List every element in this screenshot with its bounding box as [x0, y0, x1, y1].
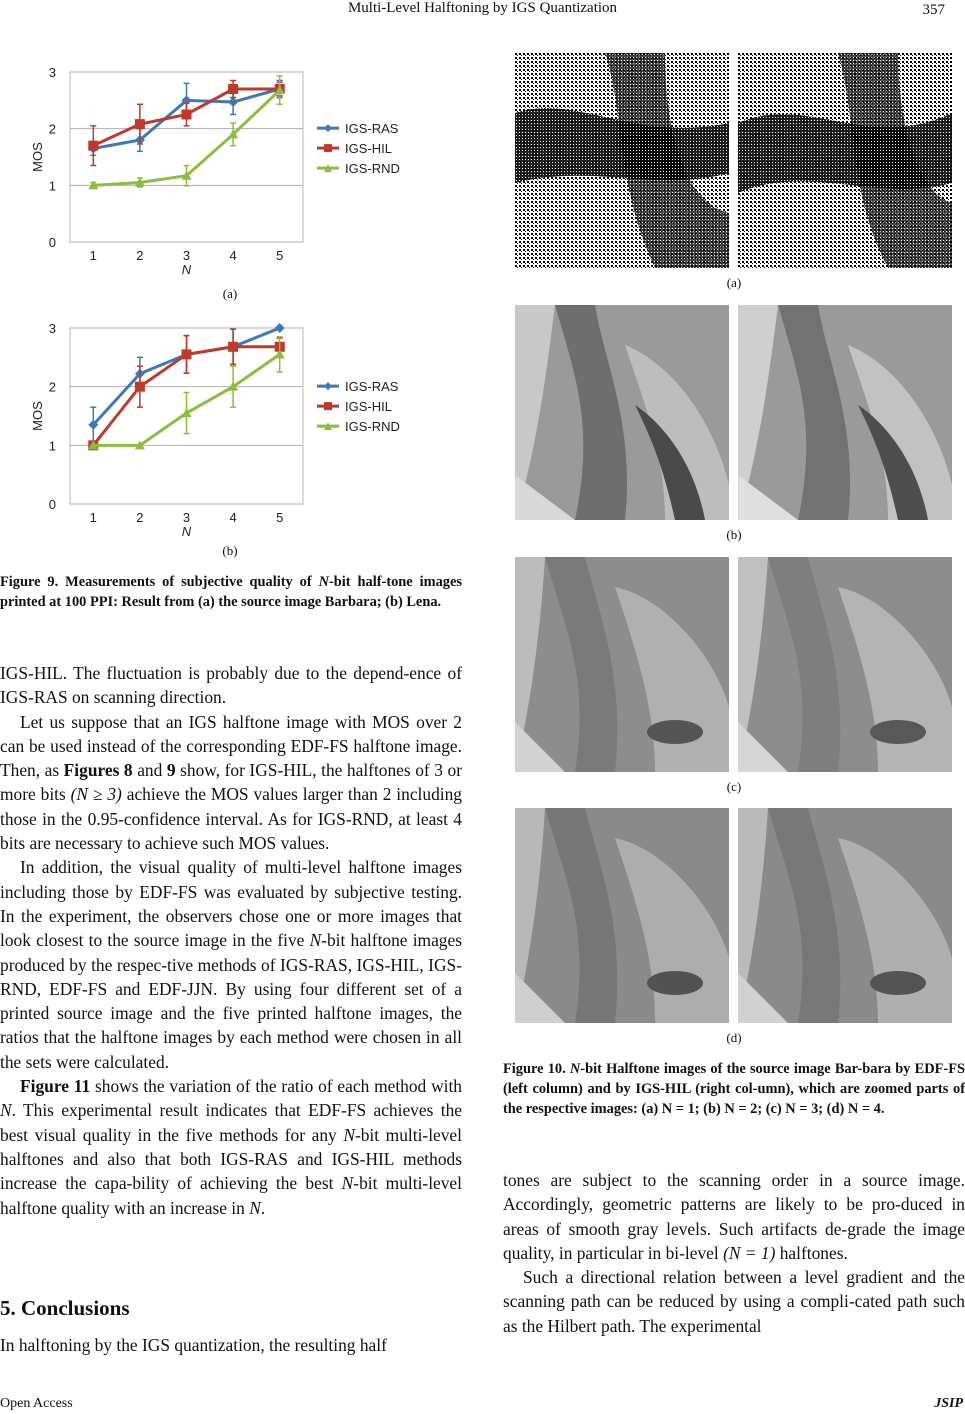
- section-title-conclusions: 5. Conclusions: [0, 1296, 130, 1320]
- fig10c-left-image: [515, 557, 729, 772]
- igs-hil-point: [135, 119, 145, 129]
- x-tick-label: 3: [182, 248, 191, 263]
- fig10a-right-halftone: [738, 53, 952, 268]
- igs-ras-legend-label: IGS-RAS: [345, 379, 399, 395]
- y-tick-label: 2: [48, 379, 56, 395]
- paragraph-2-text-a: Let us suppose that an IGS halftone image with MOS over 2 can be used instead of the corresponding EDF-FS halftone image. Then, as: [0, 711, 462, 781]
- y-axis-label: MOS: [30, 142, 45, 172]
- paragraph-5: In halftoning by the IGS quantization, the resulting half: [0, 1335, 387, 1355]
- x-tick-label: 4: [229, 510, 237, 525]
- figure9b-label: (b): [222, 543, 238, 558]
- paragraph-3-N: N: [309, 930, 322, 951]
- figure9a-svg: [28, 58, 433, 278]
- footer-open-access: Open Access: [0, 1396, 73, 1411]
- page-number: 357: [922, 2, 945, 18]
- figure9-caption: [0, 572, 462, 612]
- y-tick-label: 0: [48, 497, 56, 512]
- paragraph-1: IGS-HIL. The fluctuation is probably due to the depend-ence of IGS-RAS on scanning direction.: [0, 663, 462, 708]
- paragraph-3-text-b: -bit halftone images produced by the respec-tive methods of IGS-RAS, IGS-HIL, IGS-RND, EDF-FS and EDF-JJN. By using four different set of a printed source image and the five printed halftone images, the ratios that the halftone images by each method were chosen in all the sets were calculated.: [0, 930, 462, 1072]
- paragraph-4-text-e: .: [260, 1197, 266, 1218]
- right-paragraph-1: [503, 1168, 965, 1265]
- igs-hil-point: [88, 141, 98, 151]
- igs-hil-legend-marker: [324, 402, 332, 410]
- figure10a-label: (a): [726, 275, 742, 290]
- figure-9-ref: 9: [166, 760, 176, 781]
- igs-hil-legend-label: IGS-HIL: [345, 141, 392, 157]
- running-title: Multi-Level Halftoning by IGS Quantization: [347, 0, 618, 16]
- figures-8-ref: Figures 8: [63, 760, 133, 781]
- x-axis-label: N: [181, 524, 192, 539]
- figure9b-svg: [28, 314, 433, 540]
- x-tick-label: 1: [89, 248, 97, 263]
- left-column-body: [0, 661, 462, 1220]
- fig10d-left-image: [515, 808, 729, 1023]
- footer-journal: JSIP: [934, 1396, 963, 1411]
- fig10d-right-image: [738, 808, 952, 1023]
- figure10-caption-a: Figure 10.: [503, 1061, 570, 1077]
- x-tick-label: 4: [229, 248, 237, 263]
- math-n-eq-1: (N = 1): [723, 1242, 776, 1263]
- paragraph-4: [0, 1074, 462, 1220]
- fig10b-left-image: [515, 305, 729, 520]
- igs-hil-point: [228, 342, 238, 352]
- igs-hil-legend-label: IGS-HIL: [345, 399, 392, 415]
- paragraph-4-N4: N: [249, 1197, 261, 1218]
- figure10-caption-b: -bit Halftone images of the source image Bar-bara by EDF-FS (left column) and by IGS-HIL (right col-umn), which are zoomed parts of the respective images: (a): [503, 1061, 965, 1117]
- paragraph-2: [0, 710, 462, 856]
- figure10b-label: (b): [726, 527, 742, 542]
- fig10d-left-halftone: [515, 808, 729, 1023]
- y-tick-label: 3: [48, 321, 56, 336]
- y-tick-label: 0: [48, 235, 56, 250]
- right-paragraph-2: Such a directional relation between a level gradient and the scanning path can be reduced by using a compli-cated path such as the Hilbert path. The experimental: [503, 1267, 965, 1336]
- fig10a-left-halftone: [515, 53, 729, 268]
- figure10c-label: (c): [726, 779, 742, 794]
- paragraph-4-N1: N: [0, 1100, 12, 1121]
- fig10b-left-halftone: [515, 305, 729, 520]
- figure10-caption-N: N: [569, 1061, 581, 1077]
- igs-hil-point: [182, 349, 192, 359]
- fig10b-right-halftone: [738, 305, 952, 520]
- math-n-ge-3: (N ≥ 3): [70, 784, 122, 805]
- paragraph-4-N2: N: [343, 1124, 355, 1145]
- paragraph-4-text-d: -bit multi-level halftone quality with an increase in: [0, 1173, 462, 1218]
- igs-hil-legend-marker: [324, 144, 332, 152]
- x-tick-label: 3: [182, 510, 191, 525]
- paragraph-3: [0, 855, 462, 1074]
- x-axis-label: N: [181, 262, 192, 277]
- fig10d-right-halftone: [738, 808, 952, 1023]
- igs-hil-point: [182, 110, 192, 120]
- page-header: [0, 0, 965, 26]
- right-paragraph-1-text-b: halftones.: [775, 1242, 848, 1263]
- x-tick-label: 1: [89, 510, 97, 525]
- paragraph-3-text-a: In addition, the visual quality of multi-level halftone images including those by EDF-FS was evaluated by subjective testing. In the experiment, the observers chose one or more images that look closest to the source image in the five: [0, 857, 462, 951]
- figure9-caption-text-2: -bit half-tone images printed at 100 PPI: Result from (a) the source image Barbara; (b) Lena.: [0, 574, 462, 610]
- igs-hil-point: [228, 84, 238, 94]
- y-tick-label: 1: [48, 178, 56, 194]
- right-column-body: [503, 1168, 965, 1338]
- igs-rnd-legend-label: IGS-RND: [345, 419, 400, 435]
- fig10a-right-image: [738, 53, 952, 268]
- figure9a-label: (a): [222, 286, 238, 301]
- paragraph-4-text-b: . This experimental result indicates that EDF-FS achieves the best visual quality in the five methods for any: [0, 1100, 462, 1145]
- figure10d-label: (d): [726, 1030, 742, 1045]
- igs-rnd-legend-label: IGS-RND: [345, 161, 400, 177]
- paragraph-4-N3: N: [341, 1173, 354, 1194]
- fig10c-left-halftone: [515, 557, 729, 772]
- y-tick-label: 3: [48, 65, 56, 80]
- figure9-caption-N: N: [318, 574, 330, 590]
- igs-ras-legend-label: IGS-RAS: [345, 121, 399, 137]
- x-tick-label: 5: [276, 248, 284, 263]
- y-tick-label: 2: [48, 121, 56, 137]
- igs-hil-point: [135, 382, 145, 392]
- paragraph-2-text-c: achieve the MOS values larger than 2 including those in the 0.95-confidence interval. As for IGS-RND, at least 4 bits are necessary to achieve such MOS values.: [0, 784, 462, 854]
- y-axis-label: MOS: [30, 401, 45, 431]
- y-tick-label: 1: [48, 438, 56, 454]
- fig10c-right-image: [738, 557, 952, 772]
- paragraph-2-and: and: [132, 760, 167, 781]
- paragraph-4-text-c: -bit multi-level halftones and also that both IGS-RAS and IGS-HIL methods increase the capa-bility of achieving the best: [0, 1124, 462, 1194]
- fig10c-right-halftone: [738, 557, 952, 772]
- figure9b-chart: [28, 314, 433, 540]
- figure10-caption: [503, 1059, 965, 1119]
- x-tick-label: 2: [136, 248, 144, 263]
- x-tick-label: 5: [276, 510, 284, 525]
- right-paragraph-1-text-a: tones are subject to the scanning order in a source image. Accordingly, geometric patterns are likely to be pro-duced in areas of smooth gray levels. Such artifacts de-grade the image quality, in particular in bi-level: [503, 1170, 965, 1263]
- figure-11-ref: Figure 11: [20, 1076, 91, 1097]
- fig10a-left-image: [515, 53, 729, 268]
- fig10b-right-image: [738, 305, 952, 520]
- paragraph-2-text-b: show, for IGS-HIL, the halftones of 3 or more bits: [0, 760, 462, 805]
- x-tick-label: 2: [136, 510, 144, 525]
- paragraph-4-text-a: shows the variation of the ratio of each method with: [90, 1076, 462, 1097]
- figure10-caption-c: N = 1; (b) N = 2; (c) N = 3; (d) N = 4.: [661, 1101, 885, 1117]
- figure9a-chart: [28, 58, 433, 278]
- figure9-caption-text-1: Figure 9. Measurements of subjective quality of: [0, 574, 319, 590]
